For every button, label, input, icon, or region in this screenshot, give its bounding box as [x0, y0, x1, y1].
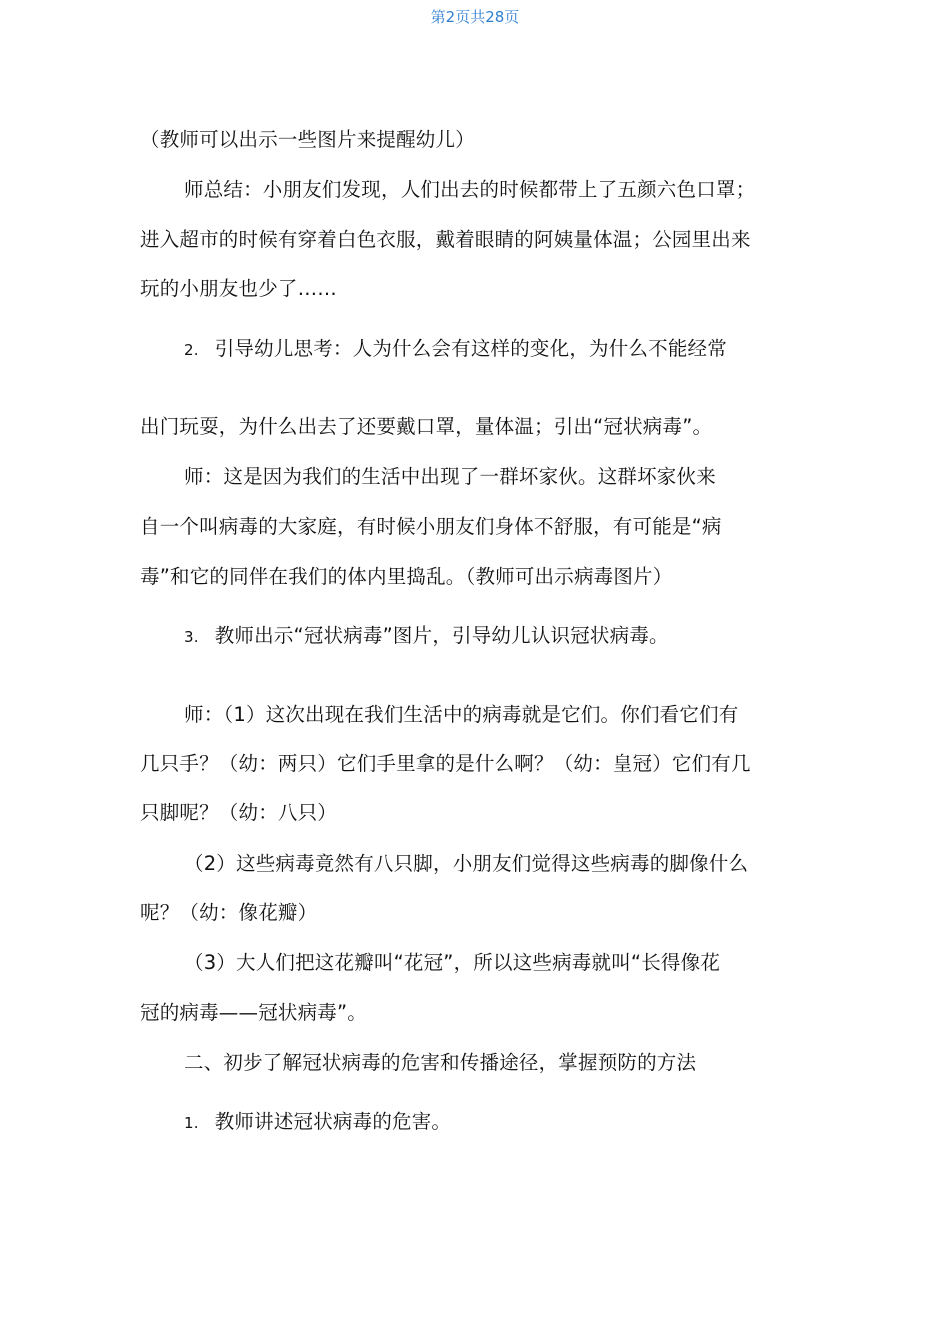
list-number: 3.: [184, 628, 199, 646]
text-line: 自一个叫病毒的大家庭，有时候小朋友们身体不舒服，有可能是“病: [140, 515, 722, 538]
list-item-text: 教师讲述冠状病毒的危害。: [214, 1110, 452, 1133]
page-indicator: 第2页共28页: [430, 8, 520, 26]
text-line: 师：（1）这次出现在我们生活中的病毒就是它们。你们看它们有: [184, 703, 739, 726]
list-item-text: 引导幼儿思考：人为什么会有这样的变化，为什么不能经常: [214, 337, 727, 360]
text-line: 玩的小朋友也少了……: [140, 277, 338, 300]
text-line: 毒”和它的同伴在我们的体内里捣乱。（教师可出示病毒图片）: [140, 565, 673, 588]
list-item: [184, 1109, 451, 1136]
text-line: 只脚呢？（幼：八只）: [140, 801, 338, 824]
text-line: （3）大人们把这花瓣叫“花冠”，所以这些病毒就叫“长得像花: [184, 951, 721, 974]
text-line: 师：这是因为我们的生活中出现了一群坏家伙。这群坏家伙来: [184, 465, 716, 488]
list-number: 1.: [184, 1114, 199, 1132]
text-line: （教师可以出示一些图片来提醒幼儿）: [140, 128, 475, 151]
list-item: [184, 623, 669, 650]
text-line: 呢？（幼：像花瓣）: [140, 901, 318, 924]
text-line: 出门玩耍，为什么出去了还要戴口罩，量体温；引出“冠状病毒”。: [140, 415, 713, 438]
list-number: 2.: [184, 341, 199, 359]
text-line: 师总结：小朋友们发现，人们出去的时候都带上了五颜六色口罩；: [184, 178, 756, 201]
text-line: 进入超市的时候有穿着白色衣服，戴着眼睛的阿姨量体温；公园里出来: [140, 228, 751, 251]
text-line: （2）这些病毒竟然有八只脚，小朋友们觉得这些病毒的脚像什么: [184, 852, 749, 875]
text-line: 几只手？（幼：两只）它们手里拿的是什么啊？（幼：皇冠）它们有几: [140, 752, 751, 775]
text-line: 冠的病毒——冠状病毒”。: [140, 1001, 368, 1024]
list-item-text: 教师出示“冠状病毒”图片，引导幼儿认识冠状病毒。: [214, 624, 669, 647]
list-item: [184, 336, 727, 363]
section-heading: 二、初步了解冠状病毒的危害和传播途径，掌握预防的方法: [184, 1051, 697, 1074]
